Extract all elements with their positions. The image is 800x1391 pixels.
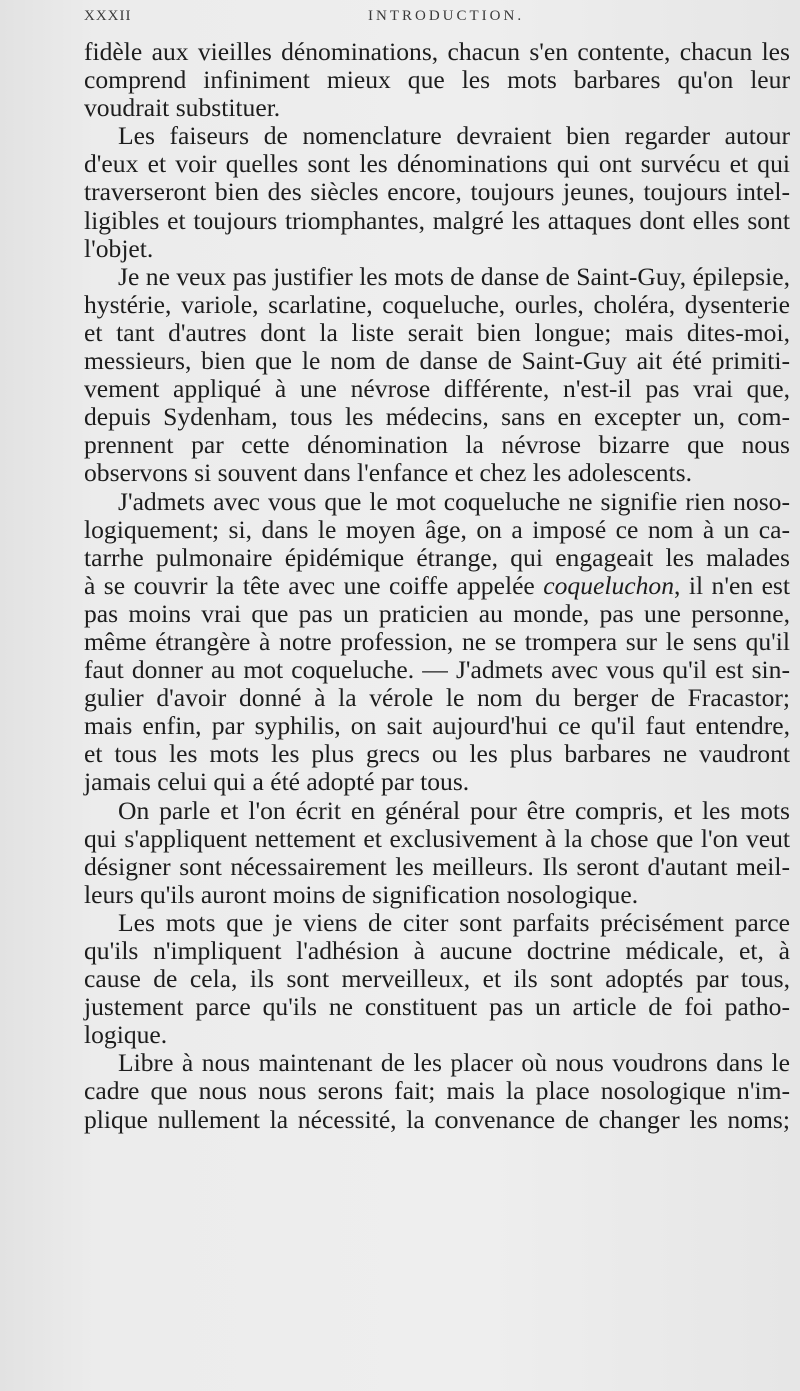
text-line: ligibles et toujours triomphantes, malgré les attaques dont elles sont [84,205,790,235]
text-line: vement appliqué à une névrose différente, n'est-il pas vrai que, [84,374,790,404]
running-head [84,8,784,34]
text-line: fidèle aux vieilles dénominations, chacun s'en contente, chacun les [84,37,790,66]
text-line: logique. [84,1020,168,1050]
text-line: Les faiseurs de nomenclature devraient bien regarder autour [118,121,790,151]
text-line: désigner sont nécessairement les meilleurs. Ils seront d'autant meil- [84,851,790,881]
text-line: observons si souvent dans l'enfance et chez les adolescents. [84,458,693,488]
text-line: comprend infiniment mieux que les mots barbares qu'on leur [84,65,790,95]
text-line: Je ne veux pas justifier les mots de danse de Saint-Guy, épilepsie, [118,261,790,291]
body-text [84,38,790,1134]
text-line: pas moins vrai que pas un praticien au monde, pas une personne, [84,598,790,628]
text-line: d'eux et voir quelles sont les dénominations qui ont survécu et qui [84,149,790,179]
text-line: messieurs, bien que le nom de danse de Saint-Guy ait été primiti- [84,346,790,376]
text-line: qui s'appliquent nettement et exclusivement à la chose que l'on veut [84,823,790,853]
text-line: Les mots que je viens de citer sont parfaits précisément parce [118,907,790,937]
text-line [84,572,790,600]
text-line: J'admets avec vous que le mot coqueluche ne signifie rien noso- [118,486,790,516]
page-number: XXXII [84,8,132,24]
text-line: justement parce qu'ils ne constituent pas un article de foi patho- [84,992,790,1022]
text-segment: à se couvrir la tête avec une coiffe appelée [84,570,544,600]
text-line: leurs qu'ils auront moins de signification nosologique. [84,879,639,909]
text-line: tarrhe pulmonaire épidémique étrange, qui engageait les malades [84,542,790,572]
text-line: voudrait substituer. [84,93,281,123]
text-line: faut donner au mot coqueluche. — J'admets avec vous qu'il est sin- [84,655,790,685]
text-line: hystérie, variole, scarlatine, coqueluche, ourles, choléra, dysenterie [84,289,790,319]
text-line: et tous les mots les plus grecs ou les plus barbares ne vaudront [84,739,790,769]
text-line: et tant d'autres dont la liste serait bien longue; mais dites-moi, [84,317,790,347]
text-line: depuis Sydenham, tous les médecins, sans en excepter un, com- [84,402,790,432]
text-line: Libre à nous maintenant de les placer où nous voudrons dans le [118,1048,790,1078]
italic-term: coqueluchon [543,570,675,600]
text-line: prennent par cette dénomination la névrose bizarre que nous [84,430,790,460]
text-line: même étrangère à notre profession, ne se trompera sur le sens qu'il [84,626,790,656]
text-line: logiquement; si, dans le moyen âge, on a imposé ce nom à un ca- [84,514,790,544]
text-line: cause de cela, ils sont merveilleux, et ils sont adoptés par tous, [84,964,790,994]
text-line: traverseront bien des siècles encore, toujours jeunes, toujours intel- [84,177,790,207]
text-line: qu'ils n'impliquent l'adhésion à aucune doctrine médicale, et, à [84,936,790,965]
text-line: jamais celui qui a été adopté par tous. [84,767,470,797]
text-line: l'objet. [84,233,154,263]
text-line: On parle et l'on écrit en général pour être compris, et les mots [118,795,790,825]
text-segment: , il n'en est [674,570,790,600]
text-line: plique nullement la nécessité, la convenance de changer les noms; [84,1104,790,1134]
text-line: gulier d'avoir donné à la vérole le nom du berger de Fracastor; [84,683,790,713]
text-line: mais enfin, par syphilis, on sait aujourd'hui ce qu'il faut entendre, [84,711,790,741]
text-line: cadre que nous nous serons fait; mais la place nosologique n'im- [84,1076,790,1106]
running-title: INTRODUCTION. [368,8,525,24]
